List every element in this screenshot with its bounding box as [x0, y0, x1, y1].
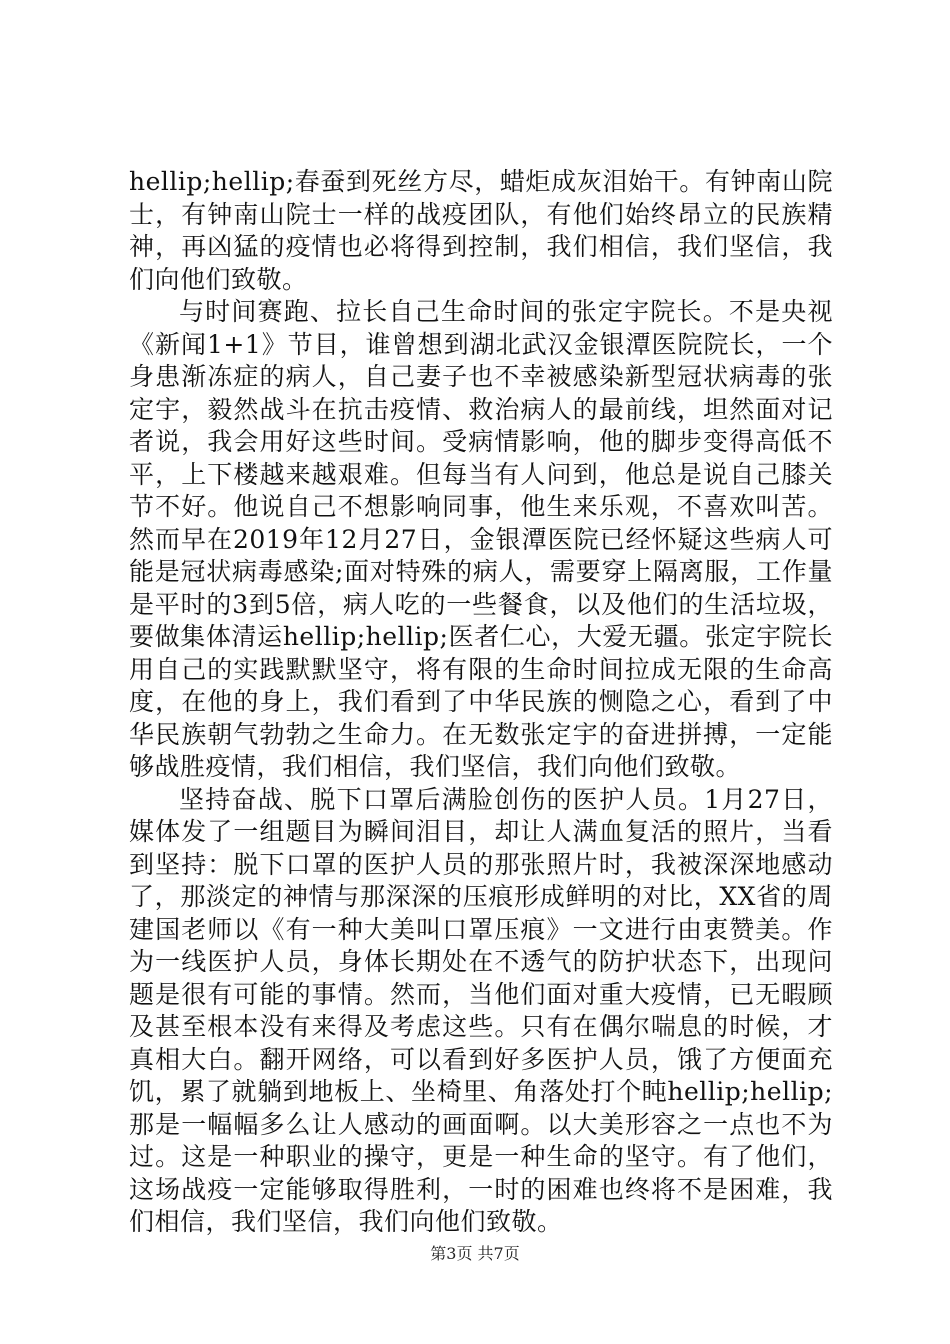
paragraph-1: hellip;hellip;春蚕到死丝方尽，蜡炬成灰泪始干。有钟南山院士，有钟南山院士一样的战疫团队，有他们始终昂立的民族精神，再凶猛的疫情也必将得到控制，我们相信，我们坚信，我们向他们致敬。 [129, 167, 833, 294]
paragraph-2: 与时间赛跑、拉长自己生命时间的张定宇院长。不是央视《新闻1+1》节目，谁曾想到湖北武汉金银潭医院院长，一个身患渐冻症的病人，自己妻子也不幸被感染新型冠状病毒的张定宇，毅然战斗在抗击疫情、救治病人的最前线，坦然面对记者说，我会用好这些时间。受病情影响，他的脚步变得高低不平，上下楼越来越艰难。但每当有人问到，他总是说自己膝关节不好。他说自己不想影响同事，他生来乐观，不喜欢叫苦。然而早在2019年12月27日，金银潭医院已经怀疑这些病人可能是冠状病毒感染;面对特殊的病人，需要穿上隔离服，工作量是平时的3到5倍，病人吃的一些餐食，以及他们的生活垃圾，要做集体清运hellip;hellip;医者仁心，大爱无疆。张定宇院长用自己的实践默默坚守，将有限的生命时间拉成无限的生命高度，在他的身上，我们看到了中华民族的恻隐之心，看到了中华民族朝气勃勃之生命力。在无数张定宇的奋进拼搏，一定能够战胜疫情，我们相信，我们坚信，我们向他们致敬。 [129, 297, 833, 781]
page-footer: 第3页 共7页 [430, 1244, 520, 1263]
paragraph-3: 坚持奋战、脱下口罩后满脸创伤的医护人员。1月27日，媒体发了一组题目为瞬间泪目，却让人满血复活的照片，当看到坚持：脱下口罩的医护人员的那张照片时，我被深深地感动了，那淡定的神情与那深深的压痕形成鲜明的对比，XX省的周建国老师以《有一种大美叫口罩压痕》一文进行由衷赞美。作为一线医护人员，身体长期处在不透气的防护状态下，出现问题是很有可能的事情。然而，当他们面对重大疫情，已无暇顾及甚至根本没有来得及考虑这些。只有在偶尔喘息的时候，才真相大白。翻开网络，可以看到好多医护人员，饿了方便面充饥，累了就躺到地板上、坐椅里、角落处打个盹hellip;hellip;那是一幅幅多么让人感动的画面啊。以大美形容之一点也不为过。这是一种职业的操守，更是一种生命的坚守。有了他们，这场战疫一定能够取得胜利，一时的困难也终将不是困难，我们相信，我们坚信，我们向他们致敬。 [129, 784, 833, 1236]
document-body [129, 166, 833, 1239]
